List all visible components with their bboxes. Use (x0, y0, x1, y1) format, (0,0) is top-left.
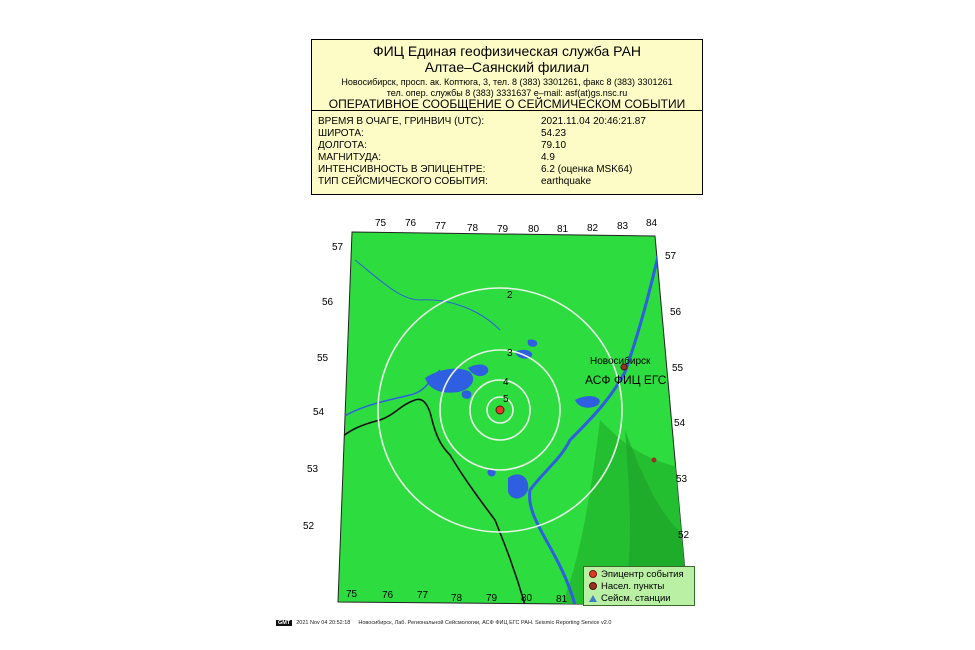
red-circle-icon (589, 570, 597, 578)
lon-top-77: 77 (435, 221, 447, 232)
latitude-label: ШИРОТА: (318, 128, 364, 139)
settlement-marker-south (652, 458, 657, 463)
lon-top-78: 78 (467, 223, 479, 234)
lat-left-54: 54 (313, 407, 325, 418)
legend-label-settlements: Насел. пункты (601, 581, 665, 592)
lon-top-76: 76 (405, 218, 417, 229)
city-label-novosibirsk: Новосибирск (590, 356, 651, 367)
origin-time-label: ВРЕМЯ В ОЧАГЕ, ГРИНВИЧ (UTC): (318, 116, 485, 127)
lon-bottom-77: 77 (417, 590, 429, 601)
dark-circle-icon (589, 582, 597, 590)
lon-bottom-75: 75 (346, 589, 358, 600)
lon-bottom-81: 81 (556, 594, 568, 605)
intensity-label: ИНТЕНСИВНОСТЬ В ЭПИЦЕНТРЕ: (318, 164, 486, 175)
lat-left-55: 55 (317, 353, 329, 364)
isoseismal-label-5: 5 (503, 394, 509, 405)
address-line: Новосибирск, просп. ак. Коптюга, 3, тел. 8 (383) 3301261, факс 8 (383) 3301261 (341, 77, 673, 87)
longitude-label: ДОЛГОТА: (318, 140, 367, 151)
legend-label-epicenter: Эпицентр события (601, 569, 684, 580)
lat-left-52: 52 (303, 521, 315, 532)
lat-right-53: 53 (676, 474, 688, 485)
origin-time-value: 2021.11.04 20:46:21.87 (541, 116, 646, 127)
lon-bottom-78: 78 (451, 593, 463, 604)
latitude-value: 54.23 (541, 128, 567, 139)
lat-left-57: 57 (332, 242, 344, 253)
lat-right-55: 55 (672, 363, 684, 374)
lon-bottom-79: 79 (486, 593, 498, 604)
magnitude-label: МАГНИТУДА: (318, 152, 382, 163)
lon-top-84: 84 (646, 218, 658, 229)
lat-right-52: 52 (678, 530, 690, 541)
legend-item-epicenter (589, 569, 684, 580)
isoseismal-label-3: 3 (507, 348, 513, 359)
left-latitude-ticks (303, 242, 344, 532)
lon-top-80: 80 (528, 224, 540, 235)
event-type-label: ТИП СЕЙСМИЧЕСКОГО СОБЫТИЯ: (318, 176, 488, 187)
map-footer (276, 620, 611, 626)
map-legend (583, 566, 695, 606)
lon-top-75: 75 (375, 218, 387, 229)
intensity-value: 6.2 (оценка MSK64) (541, 164, 633, 175)
event-type-value: earthquake (541, 176, 592, 187)
legend-item-settlements (589, 581, 664, 592)
lon-top-79: 79 (497, 224, 509, 235)
lat-right-54: 54 (674, 418, 686, 429)
lon-top-83: 83 (617, 221, 629, 232)
lat-left-53: 53 (307, 464, 319, 475)
footer-credits: Новосибирск, Лаб. Региональной Сейсмологии, АСФ ФИЦ ЕГС РАН. Seismic Reporting Service v2.0 (358, 620, 612, 626)
message-title: ОПЕРАТИВНОЕ СООБЩЕНИЕ О СЕЙСМИЧЕСКОМ СОБЫТИИ (328, 97, 686, 111)
lon-bottom-80: 80 (521, 593, 533, 604)
organization-title: ФИЦ Единая геофизическая служба РАН (372, 43, 642, 59)
isoseismal-label-4: 4 (503, 377, 509, 388)
epicenter-marker (496, 406, 504, 414)
lat-right-57: 57 (665, 251, 677, 262)
contacts-line: тел. опер. службы 8 (383) 3331637 e–mail: asf(at)gs.nsc.ru (386, 88, 628, 98)
lon-bottom-76: 76 (382, 590, 394, 601)
lon-top-81: 81 (557, 224, 569, 235)
longitude-value: 79.10 (541, 140, 567, 151)
lake-small-1 (462, 390, 472, 398)
legend-item-stations (589, 593, 671, 604)
branch-title: Алтае–Саянский филиал (424, 59, 590, 75)
lat-left-56: 56 (322, 297, 334, 308)
legend-label-stations: Сейсм. станции (601, 593, 671, 604)
city-label-asf: АСФ ФИЦ ЕГС (585, 373, 667, 387)
magnitude-value: 4.9 (541, 152, 555, 163)
footer-timestamp: 2021 Nov 04 20:52:18 (296, 620, 351, 626)
isoseismal-label-2: 2 (507, 290, 513, 301)
gmt-logo: GMT (278, 620, 291, 626)
lat-right-56: 56 (670, 307, 682, 318)
lon-top-82: 82 (587, 223, 599, 234)
blue-triangle-icon (589, 595, 597, 602)
